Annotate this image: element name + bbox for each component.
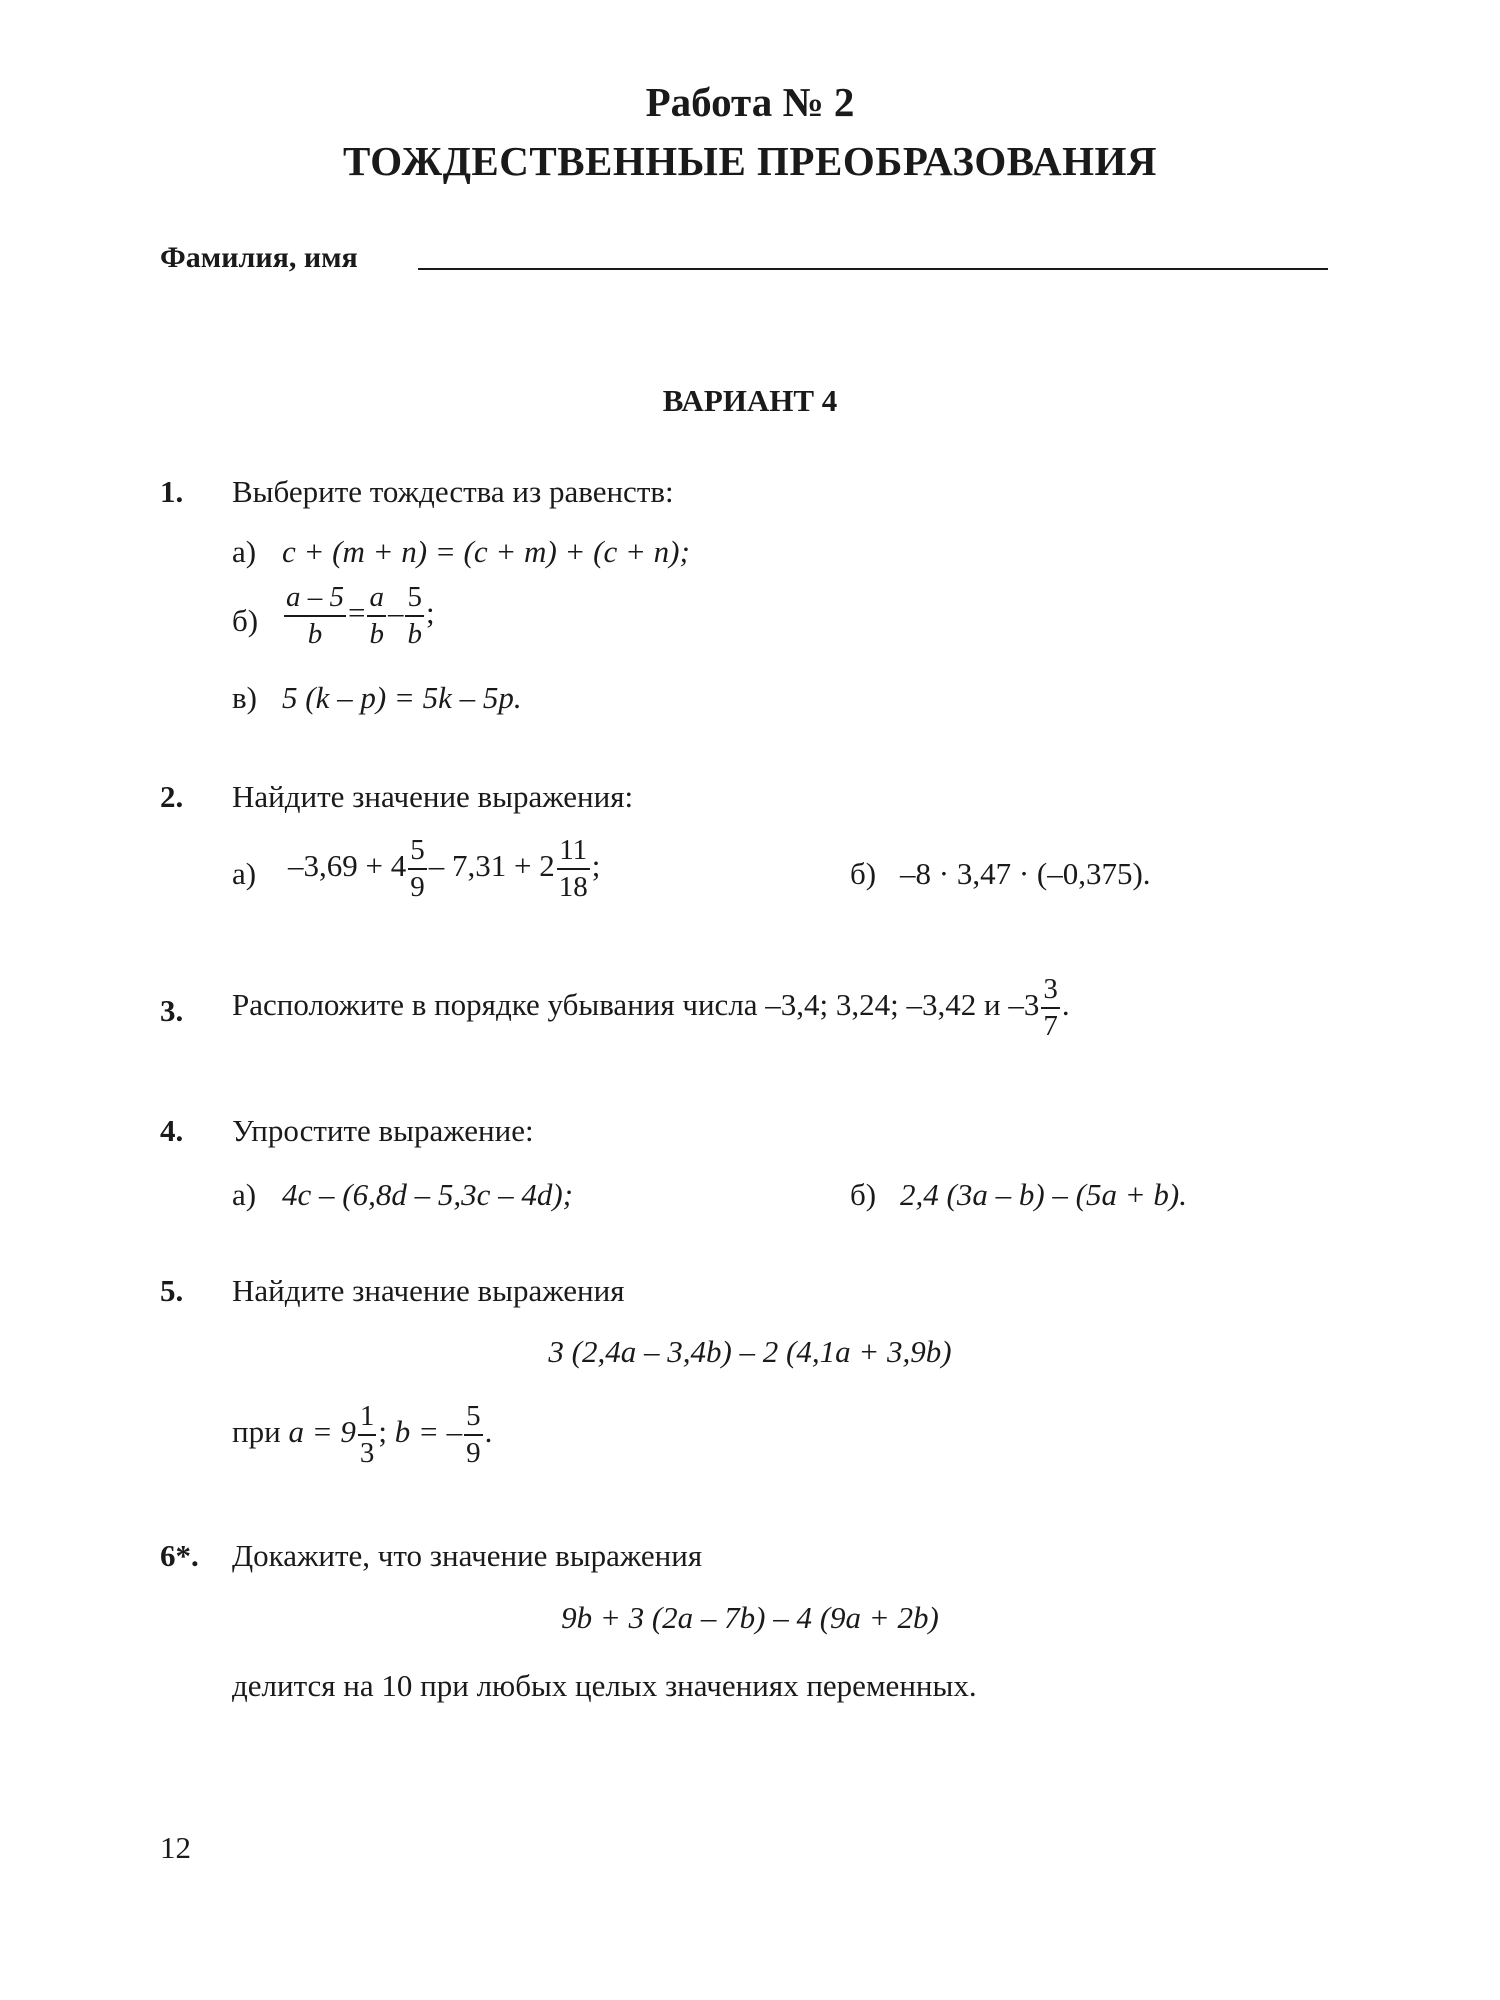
task-5-end: . (484, 1414, 493, 1450)
task-1b-minus: – (387, 595, 404, 631)
task-4b-label: б) (850, 1177, 877, 1212)
task-5-b-part: b = – (394, 1414, 463, 1450)
task-5-a-f-bot: 3 (359, 1437, 375, 1469)
task-5-expression (0, 1334, 1500, 1370)
task-2a-f2-top: 11 (557, 836, 590, 870)
topic-title: ТОЖДЕСТВЕННЫЕ ПРЕОБРАЗОВАНИЯ (342, 138, 1158, 184)
task-2a-frac-2 (557, 836, 590, 902)
task-6-number: 6*. (160, 1538, 199, 1573)
task-6-expression (0, 1600, 1500, 1636)
task-2a-end: ; (591, 848, 601, 884)
task-5-sep: ; (378, 1414, 387, 1450)
task-5-b-f-bot: 9 (466, 1437, 481, 1469)
task-1-text: Выберите тождества из равенств: (232, 474, 674, 509)
variant-heading: ВАРИАНТ 4 (662, 383, 838, 418)
task-1b-f1-top: a – 5 (286, 581, 344, 613)
name-label: Фамилия, имя (160, 241, 358, 274)
task-2a-label: а) (232, 856, 257, 891)
work-title: Работа № 2 (645, 79, 855, 125)
task-3-f-top: 3 (1041, 975, 1060, 1009)
task-3-f-bot: 7 (1043, 1010, 1058, 1042)
task-1b-end: ; (425, 595, 435, 631)
task-1b-f3-top: 5 (405, 583, 424, 617)
task-1b-expr (282, 583, 435, 649)
task-5-b-frac (464, 1402, 483, 1468)
task-5-text: Найдите значение выражения (232, 1273, 625, 1308)
task-3-text (232, 975, 1070, 1041)
task-1b-frac-2 (367, 583, 386, 649)
task-2a-part-1: –3,69 + 4 (288, 848, 407, 884)
page-number: 12 (160, 1830, 191, 1865)
task-1b-frac-3 (405, 583, 424, 649)
task-4a-expr (282, 1177, 573, 1213)
task-1a-label: а) (232, 534, 257, 569)
task-6-expression-text: 9b + 3 (2a – 7b) – 4 (9a + 2b) (561, 1600, 939, 1635)
task-1v-expr (282, 680, 522, 716)
task-3-text-main: Расположите в порядке убывания числа –3,4; 3,24; –3,42 и –3 (232, 987, 1040, 1023)
task-2a-part-2: – 7,31 + 2 (428, 848, 555, 884)
task-2a-f2-bot: 18 (558, 871, 588, 903)
task-4b-expr-text: 2,4 (3a – b) – (5a + b). (900, 1177, 1187, 1212)
task-1v-label: в) (232, 680, 257, 715)
task-2-text: Найдите значение выражения: (232, 779, 634, 814)
task-5-a-f-top: 1 (358, 1402, 377, 1436)
task-1b-label: б) (232, 603, 259, 638)
task-2a-f1-bot: 9 (410, 871, 425, 903)
task-4-number: 4. (160, 1113, 184, 1148)
task-1b-frac-1 (284, 583, 346, 649)
task-6-text: Докажите, что значение выражения (232, 1538, 703, 1573)
task-2b-expr: –8 · 3,47 · (–0,375). (900, 856, 1151, 891)
name-fill-line (418, 268, 1328, 270)
task-4a-label: а) (232, 1177, 257, 1212)
task-1b-eq: = (348, 595, 366, 631)
task-2b-label: б) (850, 856, 877, 891)
task-5-expression-text: 3 (2,4a – 3,4b) – 2 (4,1a + 3,9b) (548, 1334, 952, 1369)
task-1v-expr-text: 5 (k – p) = 5k – 5p. (282, 680, 522, 715)
task-2a-expr (288, 836, 600, 902)
task-5-pri: при (232, 1414, 281, 1450)
task-1b-f2-bot: b (369, 618, 384, 650)
task-3-end: . (1061, 987, 1070, 1023)
task-1b-f1-bot: b (307, 618, 323, 650)
task-4-text: Упростите выражение: (232, 1113, 534, 1148)
task-1b-f3-bot: b (407, 618, 422, 650)
task-2-number: 2. (160, 779, 184, 814)
task-5-b-f-top: 5 (464, 1402, 483, 1436)
task-1-number: 1. (160, 474, 184, 509)
task-2a-frac-1 (408, 836, 427, 902)
task-5-a-frac (358, 1402, 377, 1468)
task-2a-f1-top: 5 (408, 836, 427, 870)
task-3-number: 3. (160, 993, 184, 1028)
task-5-condition (232, 1402, 492, 1468)
task-1a-expr (282, 534, 690, 570)
task-5-a-part: a = 9 (288, 1414, 356, 1450)
task-4a-expr-text: 4c – (6,8d – 5,3c – 4d); (282, 1177, 573, 1212)
task-6-text-2: делится на 10 при любых целых значениях переменных. (232, 1668, 977, 1703)
task-5-number: 5. (160, 1273, 184, 1308)
task-1b-f2-top: a (369, 581, 384, 613)
task-1a-expr-text: c + (m + n) = (c + m) + (c + n); (282, 534, 690, 569)
task-4b-expr (900, 1177, 1187, 1213)
task-3-frac (1041, 975, 1060, 1041)
